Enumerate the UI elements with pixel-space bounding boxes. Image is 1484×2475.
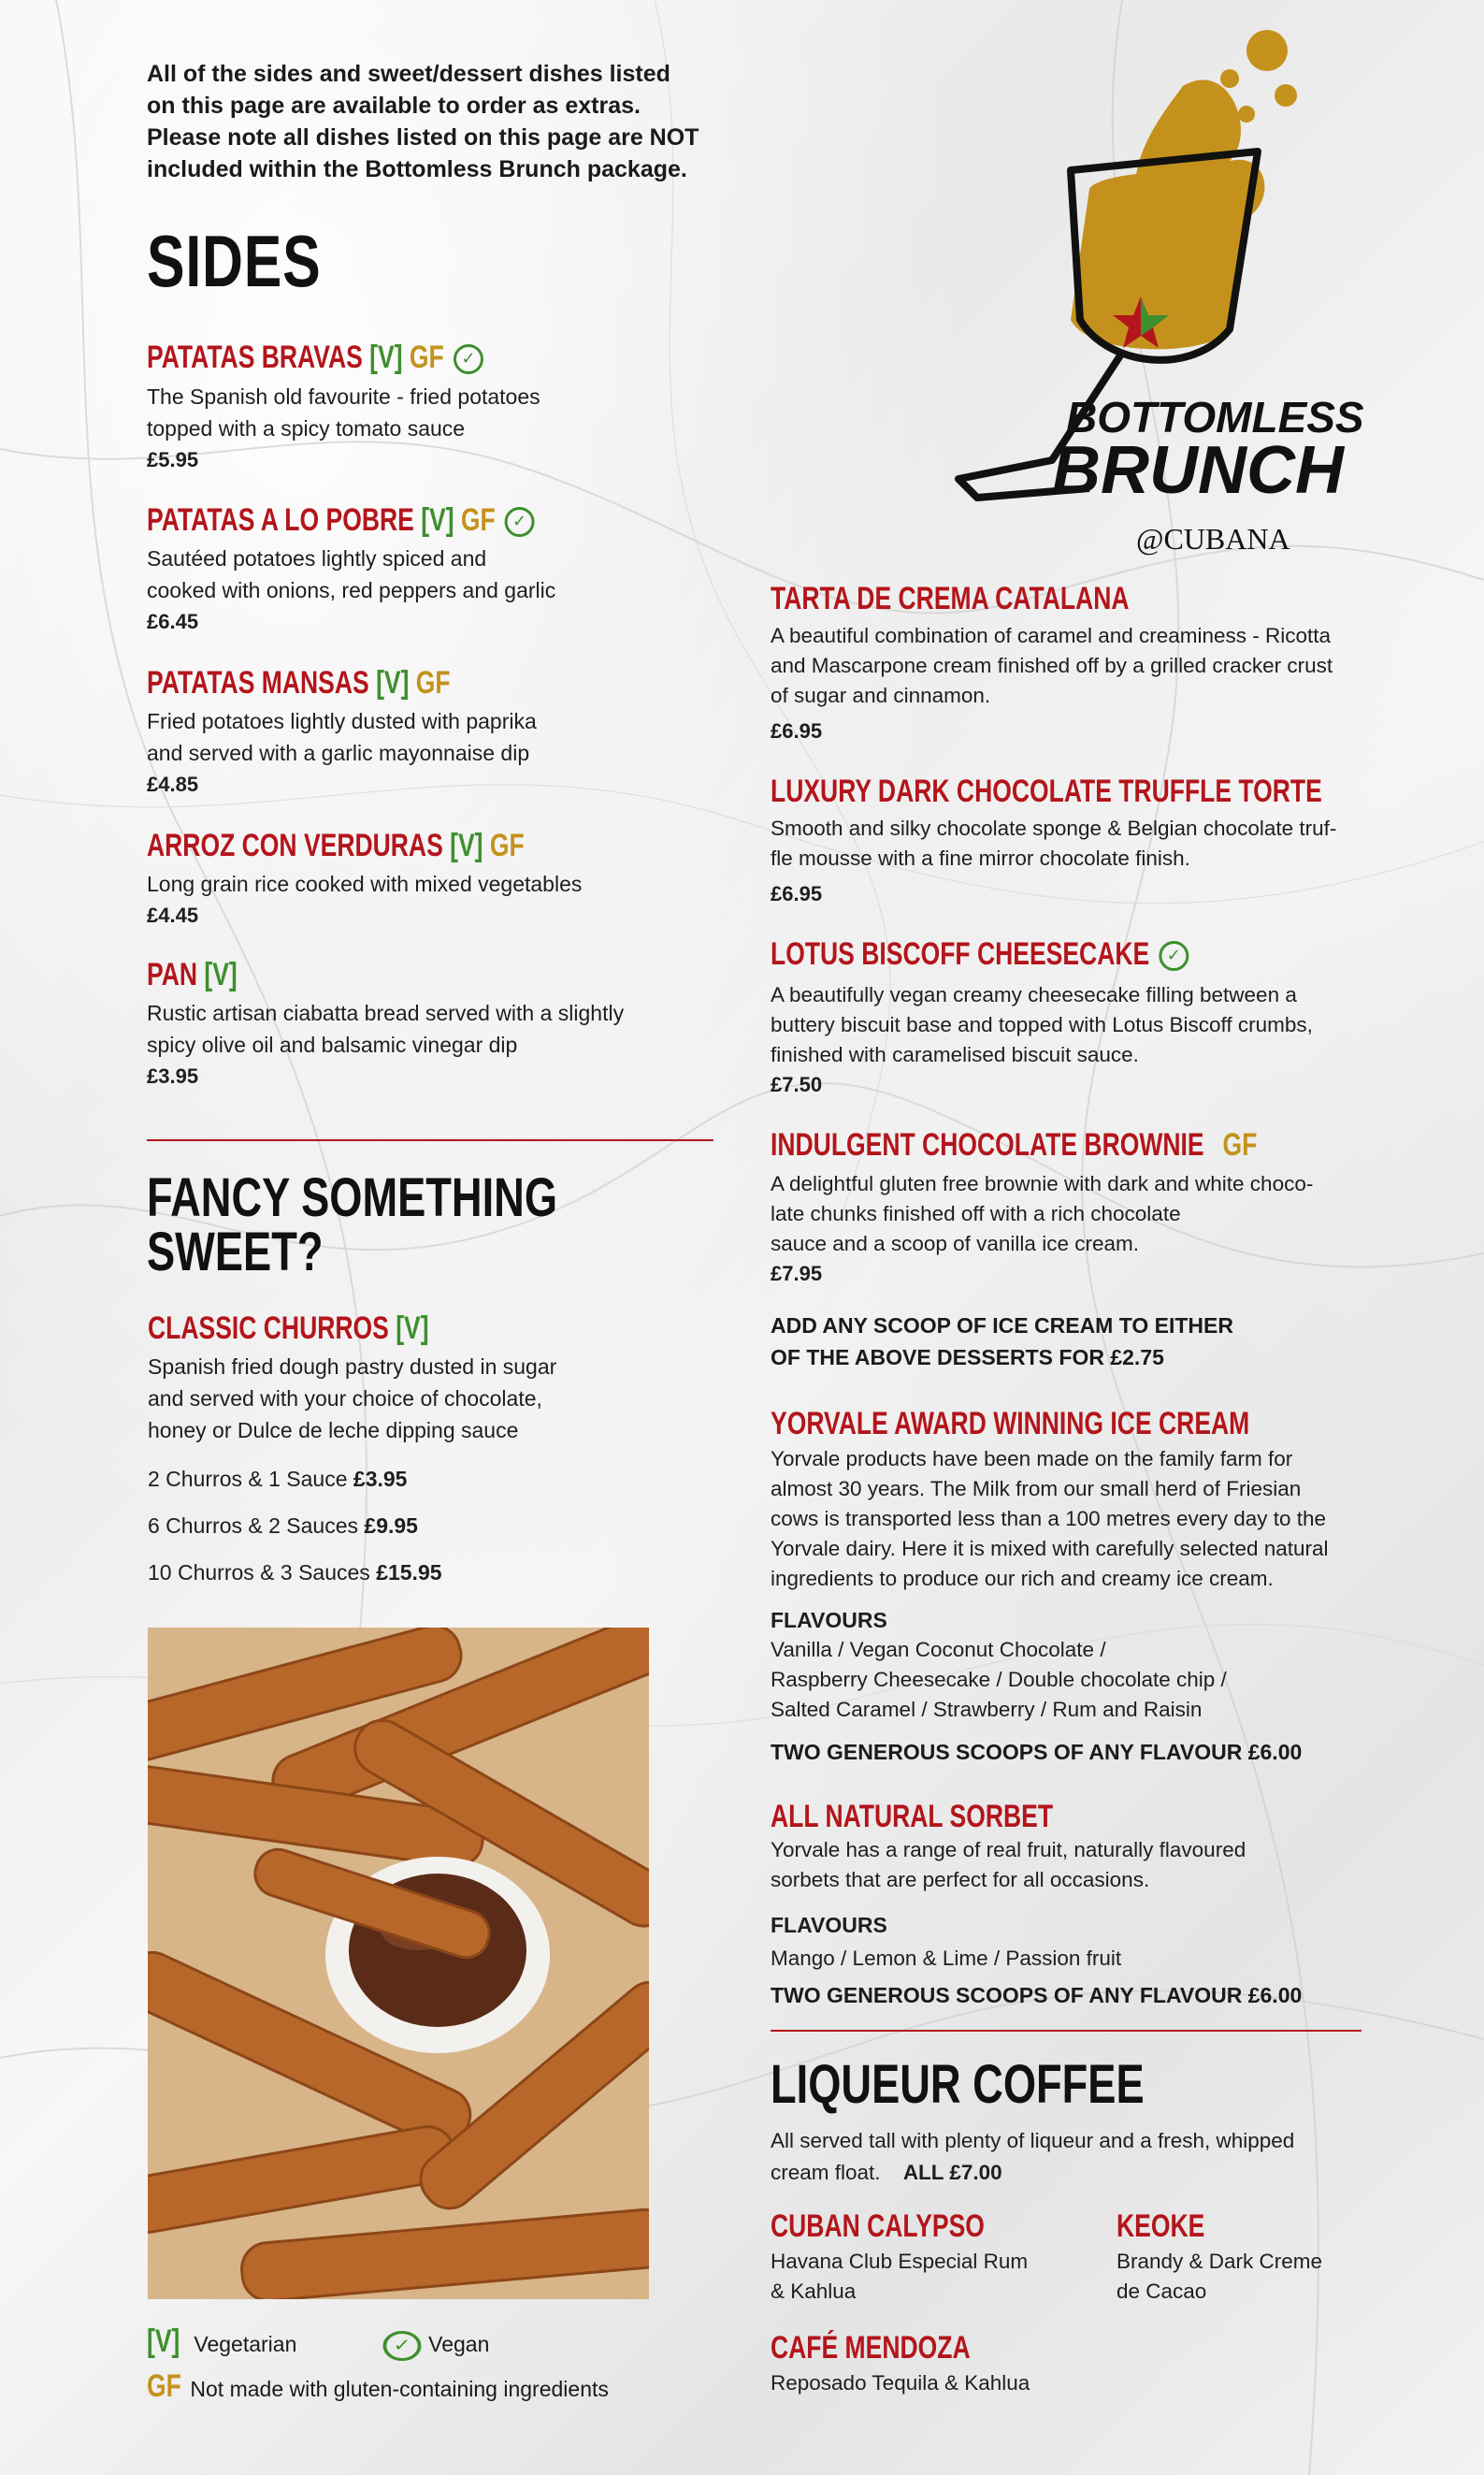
flavour-line: Salted Caramel / Strawberry / Rum and Raisin xyxy=(771,1698,1203,1721)
vegetarian-tag: [V] xyxy=(369,340,403,375)
desc-line: and served with a garlic mayonnaise dip xyxy=(147,741,530,765)
coffee-item-title: CAFÉ MENDOZA xyxy=(771,2330,971,2366)
sides-heading: SIDES xyxy=(147,220,322,302)
sorbet-desc xyxy=(771,1835,1246,1895)
intro-line: Please note all dishes listed on this page are NOT xyxy=(147,124,699,151)
desc-line: topped with a spicy tomato sauce xyxy=(147,416,466,441)
desc-line: Rustic artisan ciabatta bread served with a slightly xyxy=(147,1001,625,1025)
vegetarian-tag: [V] xyxy=(421,502,454,538)
side-item-patatas-bravas xyxy=(147,339,574,376)
gluten-free-tag: GF xyxy=(460,502,496,538)
side-desc xyxy=(147,705,537,801)
desc-line: Yorvale products have been made on the family farm for xyxy=(771,1447,1293,1470)
desc-line: Fried potatoes lightly dusted with paprika xyxy=(147,709,537,733)
logo-line3: @CUBANA xyxy=(1136,522,1290,556)
logo-line1: BOTTOMLESS xyxy=(1066,393,1364,441)
logo-line2: BRUNCH xyxy=(1052,433,1344,508)
heading-line: SWEET? xyxy=(147,1222,324,1282)
desc-line: cooked with onions, red peppers and garlic xyxy=(147,578,556,602)
desc-line: All served tall with plenty of liqueur and a fresh, whipped xyxy=(771,2129,1295,2152)
coffee-heading: LIQUEUR COFFEE xyxy=(771,2054,1145,2115)
dish-name: PATATAS MANSAS xyxy=(147,665,369,701)
heading-line: FANCY SOMETHING xyxy=(147,1167,558,1228)
ice-cream-desc xyxy=(771,1444,1329,1594)
bottomless-brunch-logo xyxy=(949,21,1389,563)
intro-notice xyxy=(147,58,801,185)
sorbet-title: ALL NATURAL SORBET xyxy=(771,1799,1054,1834)
sweet-heading xyxy=(147,1167,558,1282)
option-label: 10 Churros & 3 Sauces xyxy=(148,1560,370,1585)
desc-line: Reposado Tequila & Kahlua xyxy=(771,2371,1030,2395)
desc-line: de Cacao xyxy=(1117,2280,1207,2303)
dish-name: INDULGENT CHOCOLATE BROWNIE xyxy=(771,1127,1204,1163)
section-divider xyxy=(771,2030,1362,2032)
coffee-item-desc xyxy=(771,2247,1028,2307)
ice-cream-flavours xyxy=(771,1605,1227,1725)
vegetarian-tag: [V] xyxy=(204,957,238,992)
intro-line: on this page are available to order as extras. xyxy=(147,93,641,119)
dessert-desc xyxy=(771,1169,1313,1289)
churros-option xyxy=(148,1463,407,1495)
desc-line: & Kahlua xyxy=(771,2280,857,2303)
desc-line: Yorvale has a range of real fruit, naturally flavoured xyxy=(771,1838,1246,1861)
price: £4.85 xyxy=(147,773,199,796)
option-label: 6 Churros & 2 Sauces xyxy=(148,1513,359,1538)
flavours-label: FLAVOURS xyxy=(771,1913,887,1937)
desc-line: Havana Club Especial Rum xyxy=(771,2250,1029,2273)
desc-line: Spanish fried dough pastry dusted in sugar xyxy=(148,1354,557,1379)
desc-line: fle mousse with a fine mirror chocolate finish. xyxy=(771,847,1190,870)
vegetarian-label: Vegetarian xyxy=(194,2332,297,2356)
option-label: 2 Churros & 1 Sauce xyxy=(148,1467,348,1491)
price: £5.95 xyxy=(147,448,199,471)
desc-line: late chunks finished off with a rich chocolate xyxy=(771,1202,1181,1225)
desc-line: honey or Dulce de leche dipping sauce xyxy=(148,1418,519,1442)
side-desc xyxy=(147,868,582,932)
vegan-icon: ✓ xyxy=(1159,941,1189,971)
vegetarian-tag: [V] xyxy=(450,828,483,863)
dietary-legend xyxy=(147,2323,489,2361)
desc-line: cows is transported less than a 100 metres every day to the xyxy=(771,1507,1327,1530)
desc-line: spicy olive oil and balsamic vinegar dip xyxy=(147,1033,518,1057)
desc-line: Yorvale dairy. Here it is mixed with carefully selected natural xyxy=(771,1537,1329,1560)
vegan-icon: ✓ xyxy=(505,507,535,537)
dessert-title: LUXURY DARK CHOCOLATE TRUFFLE TORTE xyxy=(771,774,1322,809)
side-desc xyxy=(147,381,540,476)
dish-name: LOTUS BISCOFF CHEESECAKE xyxy=(771,936,1150,972)
option-price: £3.95 xyxy=(353,1467,408,1491)
gluten-free-tag: GF xyxy=(489,828,525,863)
vegetarian-tag: [V] xyxy=(396,1310,429,1346)
desc-line: Long grain rice cooked with mixed vegetables xyxy=(147,872,583,896)
dessert-title xyxy=(771,1126,1257,1164)
price: £6.45 xyxy=(147,610,199,633)
dish-name: CLASSIC CHURROS xyxy=(148,1310,389,1346)
vegan-icon: ✓ xyxy=(454,344,483,374)
price: £7.50 xyxy=(771,1073,823,1096)
desc-line: The Spanish old favourite - fried potatoes xyxy=(147,384,540,409)
desc-line: A beautifully vegan creamy cheesecake filling between a xyxy=(771,983,1297,1006)
gluten-free-tag: GF xyxy=(147,2368,181,2404)
flavours-label: FLAVOURS xyxy=(771,1608,887,1632)
churros-title xyxy=(148,1310,429,1347)
ice-cream-addon xyxy=(771,1310,1233,1373)
dessert-title: TARTA DE CREMA CATALANA xyxy=(771,581,1130,616)
ice-cream-title: YORVALE AWARD WINNING ICE CREAM xyxy=(771,1406,1250,1441)
desc-line: and served with your choice of chocolate, xyxy=(148,1386,542,1411)
dish-name: PAN xyxy=(147,957,198,992)
churros-desc xyxy=(148,1351,556,1446)
price: £6.95 xyxy=(771,882,823,905)
coffee-item-desc xyxy=(1117,2247,1322,2307)
desc-line: A delightful gluten free brownie with dark and white choco- xyxy=(771,1172,1314,1195)
desc-line: almost 30 years. The Milk from our small herd of Friesian xyxy=(771,1477,1302,1500)
desc-line: and Mascarpone cream finished off by a grilled cracker crust xyxy=(771,654,1333,677)
dish-name: ARROZ CON VERDURAS xyxy=(147,828,443,863)
churros-option xyxy=(148,1556,442,1588)
addon-line: ADD ANY SCOOP OF ICE CREAM TO EITHER xyxy=(771,1313,1233,1338)
side-item-patatas-a-lo-pobre xyxy=(147,501,640,539)
side-item-pan xyxy=(147,956,263,993)
side-item-patatas-mansas xyxy=(147,664,536,702)
gluten-free-tag: GF xyxy=(1222,1127,1258,1163)
desc-line: sauce and a scoop of vanilla ice cream. xyxy=(771,1232,1139,1255)
gluten-free-tag: GF xyxy=(409,340,444,375)
churros-option xyxy=(148,1510,418,1541)
intro-line: All of the sides and sweet/dessert dishes listed xyxy=(147,61,670,87)
sorbet-flavours xyxy=(771,1908,1121,1976)
ice-cream-offer: TWO GENEROUS SCOOPS OF ANY FLAVOUR £6.00 xyxy=(771,1740,1303,1764)
desc-line: cream float. xyxy=(771,2161,881,2184)
desc-line: Smooth and silky chocolate sponge & Belgian chocolate truf- xyxy=(771,817,1337,840)
coffee-item-title: CUBAN CALYPSO xyxy=(771,2208,985,2244)
dish-name: PATATAS BRAVAS xyxy=(147,340,363,375)
desc-line: sorbets that are perfect for all occasions. xyxy=(771,1868,1150,1891)
flavour-line: Raspberry Cheesecake / Double chocolate chip / xyxy=(771,1668,1227,1691)
price: £3.95 xyxy=(147,1064,199,1088)
gluten-free-tag: GF xyxy=(415,665,451,701)
coffee-price: ALL £7.00 xyxy=(902,2161,1002,2184)
price: £7.95 xyxy=(771,1262,823,1285)
addon-line: OF THE ABOVE DESSERTS FOR £2.75 xyxy=(771,1345,1164,1369)
dish-name: PATATAS A LO POBRE xyxy=(147,502,414,538)
vegetarian-tag: [V] xyxy=(376,665,410,701)
dessert-desc xyxy=(771,814,1336,915)
dessert-title xyxy=(771,935,1186,973)
desc-line: buttery biscuit base and topped with Lotus Biscoff crumbs, xyxy=(771,1013,1313,1036)
vegetarian-tag: [V] xyxy=(147,2323,180,2359)
desc-line: Brandy & Dark Creme xyxy=(1117,2250,1323,2273)
side-item-arroz-con-verduras xyxy=(147,827,631,864)
desc-line: of sugar and cinnamon. xyxy=(771,684,991,707)
gluten-legend xyxy=(147,2368,609,2405)
gluten-free-label: Not made with gluten-containing ingredients xyxy=(190,2377,609,2401)
intro-line: included within the Bottomless Brunch package. xyxy=(147,156,687,182)
coffee-item-desc xyxy=(771,2368,1030,2398)
churros-photo xyxy=(148,1628,649,2299)
section-divider xyxy=(147,1139,713,1141)
option-price: £9.95 xyxy=(364,1513,418,1538)
desc-line: finished with caramelised biscuit sauce. xyxy=(771,1043,1139,1066)
desc-line: A beautiful combination of caramel and creaminess - Ricotta xyxy=(771,624,1332,647)
price: £4.45 xyxy=(147,904,199,927)
option-price: £15.95 xyxy=(376,1560,442,1585)
desc-line: ingredients to produce our rich and creamy ice cream. xyxy=(771,1567,1274,1590)
vegan-icon: ✓ xyxy=(382,2331,421,2361)
dessert-desc xyxy=(771,621,1333,752)
flavour-line: Vanilla / Vegan Coconut Chocolate / xyxy=(771,1638,1106,1661)
side-desc xyxy=(147,997,624,1093)
price: £6.95 xyxy=(771,719,823,743)
vegan-label: Vegan xyxy=(428,2332,490,2356)
side-desc xyxy=(147,543,555,638)
sorbet-offer: TWO GENEROUS SCOOPS OF ANY FLAVOUR £6.00 xyxy=(771,1983,1303,2007)
desc-line: Sautéed potatoes lightly spiced and xyxy=(147,546,487,571)
dessert-desc xyxy=(771,980,1313,1100)
flavour-line: Mango / Lemon & Lime / Passion fruit xyxy=(771,1947,1122,1970)
coffee-desc xyxy=(771,2125,1294,2189)
coffee-item-title: KEOKE xyxy=(1117,2208,1205,2244)
